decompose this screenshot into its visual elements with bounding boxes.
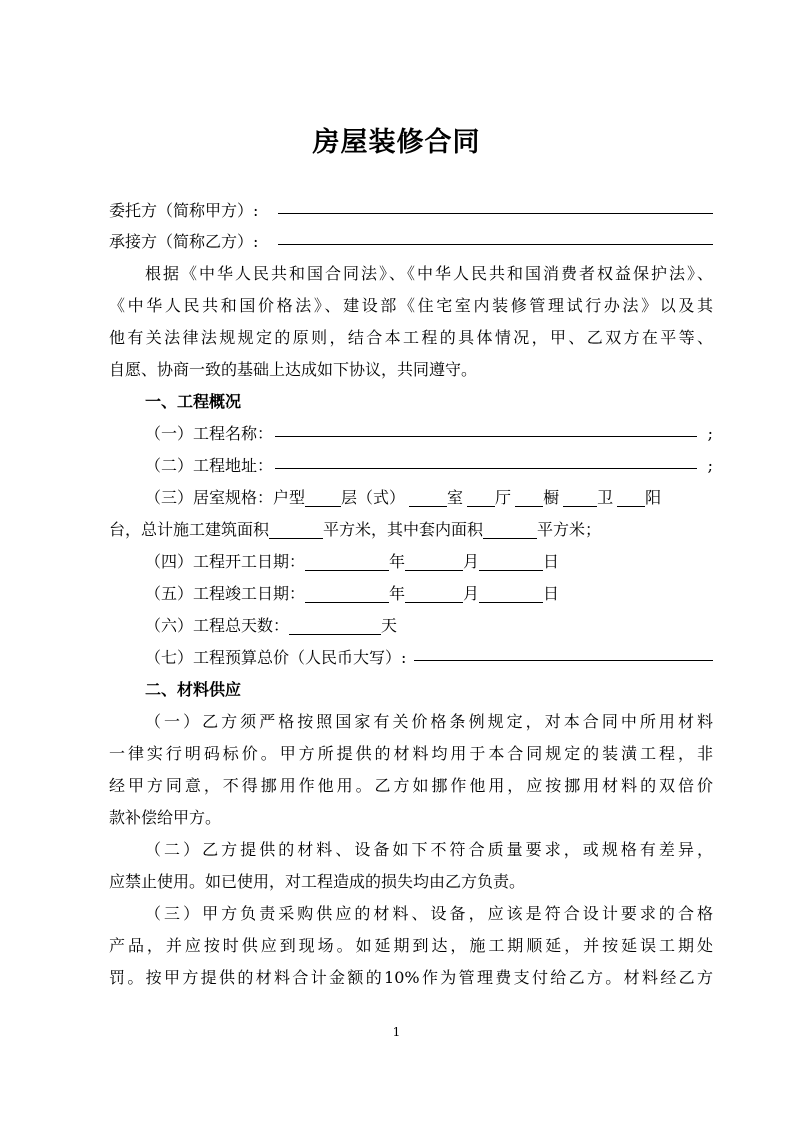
room-unit: 室 [447,488,464,507]
total-area-field[interactable] [269,520,323,539]
year-unit: 年 [389,552,406,571]
intro-line-3: 他有关法律法规规定的原则，结合本工程的具体情况，甲、乙双方在平等、 [109,328,713,347]
intro-line-4: 自愿、协商一致的基础上达成如下协议，共同遵守。 [109,360,478,379]
room-spec-line [109,482,713,513]
kitchens-field[interactable] [515,488,543,507]
end-date-line [109,578,713,609]
project-name-line [109,418,713,449]
total-days-label: （六）工程总天数： [145,616,290,635]
budget-field[interactable] [414,642,713,661]
end-day-field[interactable] [479,584,543,603]
sqm-unit: 平方米； [537,520,602,539]
s2-p3-line-2: 产品，并应按时供应到现场。如延期到达，施工期顺延，并按延误工期处 [109,936,713,955]
month-unit: 月 [463,552,480,571]
day-unit: 日 [543,584,560,603]
project-address-line [109,450,713,481]
party-b-label: 承接方（简称乙方）: [109,232,259,251]
kitchen-unit: 橱 [543,488,560,507]
section1-heading: 一、工程概况 [145,392,242,411]
floor-unit: 层（式） [341,488,406,507]
start-month-field[interactable] [405,552,463,571]
project-address-field[interactable] [275,450,697,469]
days-unit: 天 [381,616,398,635]
balcony-unit: 阳 [645,488,662,507]
baths-field[interactable] [563,488,597,507]
year-unit: 年 [389,584,406,603]
day-unit: 日 [543,552,560,571]
budget-line [109,642,713,673]
balconies-field[interactable] [617,488,645,507]
end-year-field[interactable] [305,584,389,603]
semicolon: ; [707,424,713,443]
total-days-field[interactable] [289,616,381,635]
halls-field[interactable] [467,488,495,507]
party-a-line [109,195,713,226]
party-a-label: 委托方（简称甲方）: [109,201,259,220]
end-date-label: （五）工程竣工日期： [145,584,306,603]
start-year-field[interactable] [305,552,389,571]
month-unit: 月 [463,584,480,603]
semicolon: ; [707,456,713,475]
total-area-label: 台，总计施工建筑面积 [109,520,270,539]
area-line [109,514,713,545]
total-days-line [109,610,713,641]
document-title: 房屋装修合同 [312,127,481,158]
s2-p3-line-3: 罚。按甲方提供的材料合计金额的10%作为管理费支付给乙方。材料经乙方 [109,968,713,987]
intro-line-1: 根据《中华人民共和国合同法》、《中华人民共和国消费者权益保护法》、 [145,264,713,283]
start-date-label: （四）工程开工日期： [145,552,306,571]
page-number: 1 [392,1025,401,1039]
budget-label: （七）工程预算总价（人民币大写）: [145,648,407,667]
intro-line-2: 《中华人民共和国价格法》、建设部《住宅室内装修管理试行办法》以及其 [109,296,713,315]
project-address-label: （二）工程地址： [145,456,274,475]
s2-p2-line-2: 应禁止使用。如已使用，对工程造成的损失均由乙方负责。 [109,872,526,891]
project-name-label: （一）工程名称： [145,424,274,443]
hall-unit: 厅 [495,488,512,507]
rooms-field[interactable] [409,488,447,507]
start-day-field[interactable] [479,552,543,571]
room-spec-label: （三）居室规格：户型 [145,488,306,507]
s2-p3-line-1: （三）甲方负责采购供应的材料、设备，应该是符合设计要求的合格 [145,904,713,923]
s2-p1-line-1: （一）乙方须严格按照国家有关价格条例规定，对本合同中所用材料 [145,712,713,731]
project-name-field[interactable] [275,418,697,437]
section2-heading: 二、材料供应 [145,680,242,699]
s2-p1-line-3: 经甲方同意，不得挪用作他用。乙方如挪作他用，应按挪用材料的双倍价 [109,776,713,795]
s2-p1-line-4: 款补偿给甲方。 [109,808,222,827]
inner-area-field[interactable] [483,520,537,539]
party-a-field[interactable] [278,195,713,214]
inner-area-label: 平方米，其中套内面积 [323,520,484,539]
end-month-field[interactable] [405,584,463,603]
party-b-line [109,226,713,257]
bath-unit: 卫 [597,488,614,507]
s2-p1-line-2: 一律实行明码标价。甲方所提供的材料均用于本合同规定的装潢工程，非 [109,744,713,763]
s2-p2-line-1: （二）乙方提供的材料、设备如下不符合质量要求，或规格有差异， [145,840,713,859]
floors-field[interactable] [305,488,341,507]
party-b-field[interactable] [278,226,713,245]
start-date-line [109,546,713,577]
